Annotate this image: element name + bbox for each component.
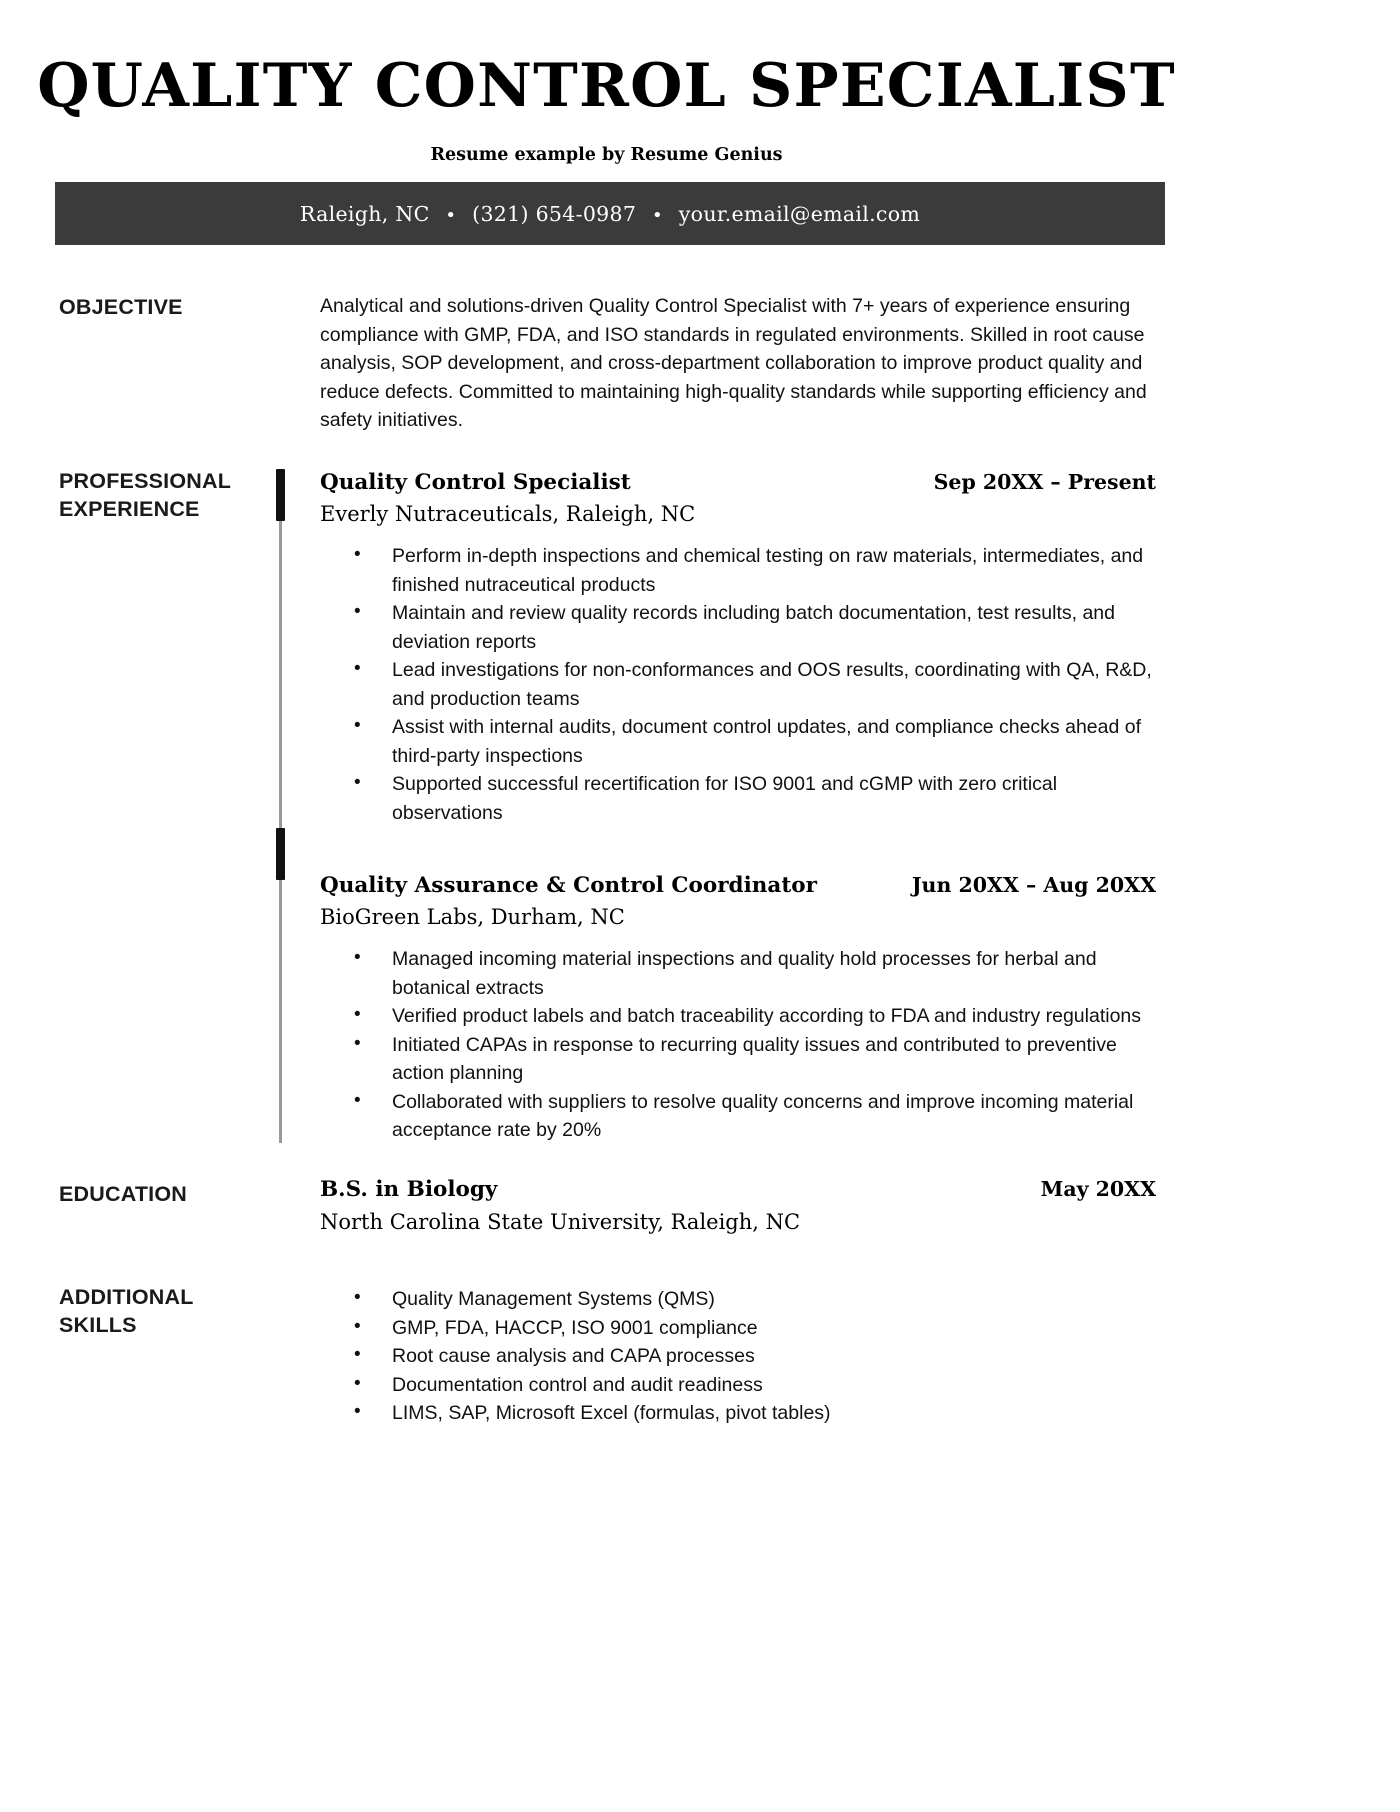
page-right-margin: [1213, 0, 1400, 1812]
section-heading-skills-line2: SKILLS: [59, 1313, 137, 1337]
skills-list: [320, 1285, 1156, 1428]
education-school: North Carolina State University, Raleigh, NC: [320, 1210, 801, 1234]
job-company: BioGreen Labs, Durham, NC: [320, 905, 625, 929]
job-bullet-list: [320, 542, 1156, 827]
experience-entry: [320, 870, 1156, 1145]
job-bullet: • Supported successful recertification for ISO 9001 and cGMP with zero critical observations: [320, 770, 1156, 827]
contact-separator-icon: •: [652, 204, 663, 226]
job-header-row: [320, 467, 1156, 498]
skill-item: • Quality Management Systems (QMS): [320, 1285, 1156, 1314]
job-dates: Jun 20XX – Aug 20XX: [911, 873, 1156, 897]
section-heading-experience: [59, 467, 274, 523]
contact-separator-icon: •: [445, 204, 457, 226]
contact-phone: (321) 654-0987: [472, 201, 637, 226]
resume-header: [0, 0, 1213, 165]
education-degree: B.S. in Biology: [320, 1177, 498, 1202]
job-bullet: • Collaborated with suppliers to resolve quality concerns and improve incoming material acceptance rate by 20%: [320, 1088, 1156, 1145]
skill-item: • Documentation control and audit readiness: [320, 1371, 1156, 1400]
experience-timeline: [279, 469, 282, 1143]
experience-body: [320, 467, 1156, 1145]
job-bullet: • Managed incoming material inspections and quality hold processes for herbal and botanical extracts: [320, 945, 1156, 1002]
job-title: Quality Assurance & Control Coordinator: [320, 873, 817, 898]
job-bullet: • Assist with internal audits, document control updates, and compliance checks ahead of third-party inspections: [320, 713, 1156, 770]
section-heading-skills-line1: ADDITIONAL: [59, 1285, 194, 1309]
contact-email: your.email@email.com: [678, 201, 921, 226]
timeline-marker-job-1: [276, 469, 285, 521]
section-heading-objective: OBJECTIVE: [59, 295, 183, 319]
skill-item: • GMP, FDA, HACCP, ISO 9001 compliance: [320, 1314, 1156, 1343]
job-bullet: • Maintain and review quality records including batch documentation, test results, and deviation reports: [320, 599, 1156, 656]
objective-text: Analytical and solutions-driven Quality Control Specialist with 7+ years of experience ensuring compliance with GMP, FDA, and ISO standards in regulated environments. Skilled in root cause analysis, SOP development, and cross-department collaboration to improve product quality and reduce defects. Committed to maintaining high-quality standards while supporting efficiency and safety initiatives.: [320, 295, 1147, 431]
experience-entry: [320, 467, 1156, 827]
section-heading-experience-line1: PROFESSIONAL: [59, 469, 232, 493]
section-heading-skills: [59, 1283, 274, 1339]
section-heading-experience-line2: EXPERIENCE: [59, 497, 200, 521]
job-bullet: • Lead investigations for non-conformances and OOS results, coordinating with QA, R&D, and production teams: [320, 656, 1156, 713]
skills-body: [320, 1285, 1156, 1428]
job-title: Quality Control Specialist: [320, 470, 631, 495]
job-header-row: [320, 870, 1156, 901]
objective-body: [320, 292, 1156, 435]
job-bullet: • Perform in-depth inspections and chemical testing on raw materials, intermediates, and finished nutraceutical products: [320, 542, 1156, 599]
section-heading-education: EDUCATION: [59, 1182, 188, 1206]
education-body: [320, 1174, 1156, 1238]
contact-location: Raleigh, NC: [299, 201, 430, 226]
page-title: QUALITY CONTROL SPECIALIST: [37, 51, 1176, 121]
job-bullet: • Verified product labels and batch traceability according to FDA and industry regulations: [320, 1002, 1156, 1031]
skill-item: • LIMS, SAP, Microsoft Excel (formulas, pivot tables): [320, 1399, 1156, 1428]
contact-text: [300, 202, 920, 226]
contact-bar: [55, 182, 1165, 245]
education-date: May 20XX: [1040, 1177, 1156, 1201]
job-company: Everly Nutraceuticals, Raleigh, NC: [320, 502, 696, 526]
timeline-marker-job-2: [276, 828, 285, 880]
job-dates: Sep 20XX – Present: [933, 470, 1156, 494]
education-header-row: [320, 1174, 1156, 1205]
job-bullet-list: [320, 945, 1156, 1145]
skill-item: • Root cause analysis and CAPA processes: [320, 1342, 1156, 1371]
resume-subtitle: Resume example by Resume Genius: [430, 145, 783, 165]
job-bullet: • Initiated CAPAs in response to recurring quality issues and contributed to preventive action planning: [320, 1031, 1156, 1088]
